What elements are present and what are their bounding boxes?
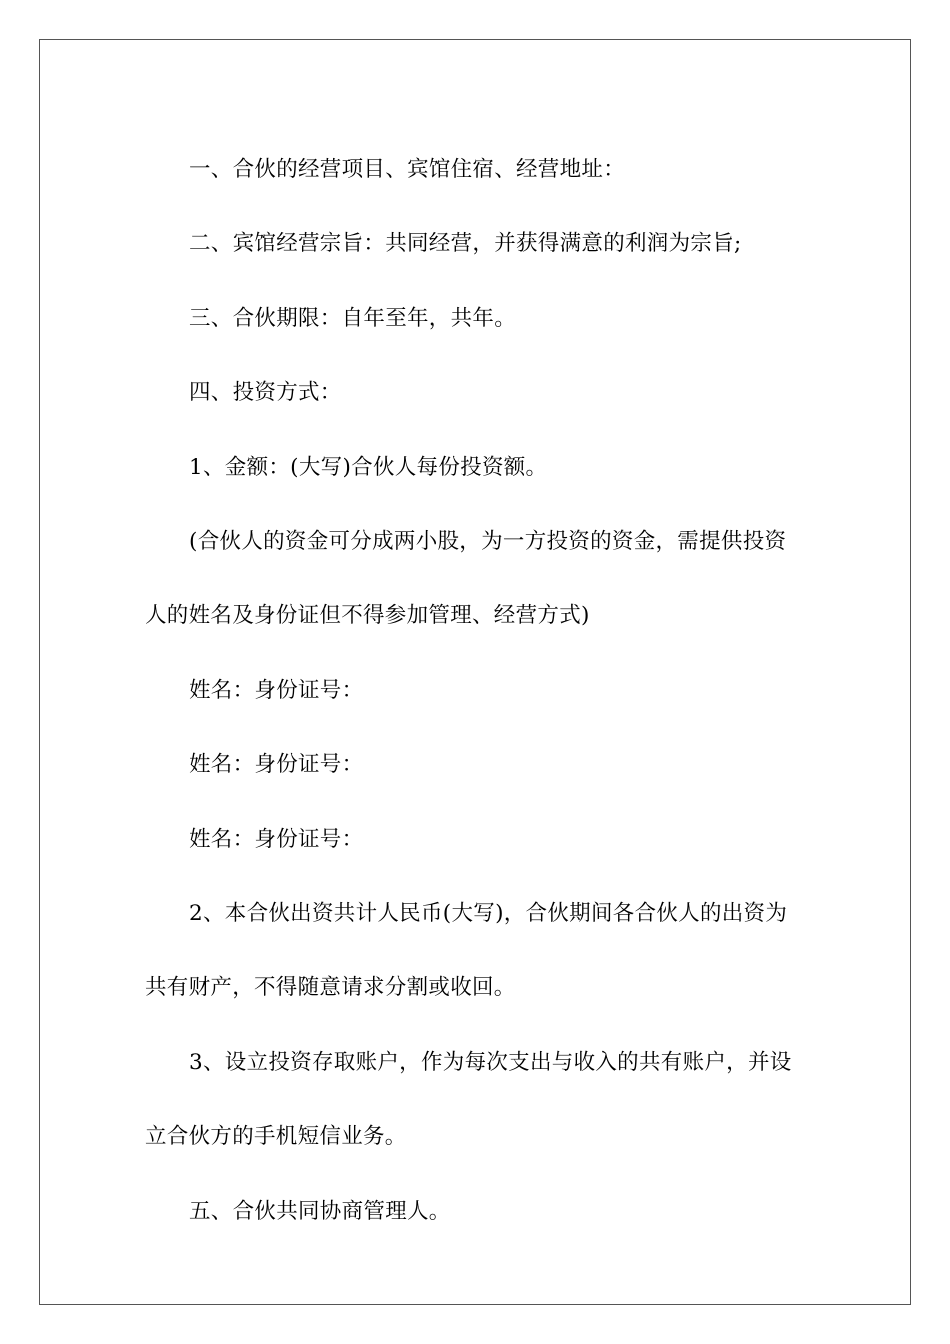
paragraph-manager: 五、合伙共同协商管理人。	[189, 1198, 451, 1224]
paragraph-name-id-2: 姓名：身份证号：	[189, 752, 364, 778]
paragraph-business-purpose: 二、宾馆经营宗旨：共同经营，并获得满意的利润为宗旨;	[189, 231, 742, 257]
paragraph-capital-note-line-2: 人的姓名及身份证但不得参加管理、经营方式)	[145, 603, 590, 629]
paragraph-name-id-3: 姓名：身份证号：	[189, 826, 364, 852]
paragraph-capital-note-line-1: (合伙人的资金可分成两小股，为一方投资的资金，需提供投资	[189, 529, 787, 555]
paragraph-name-id-1: 姓名：身份证号：	[189, 677, 364, 703]
paragraph-business-items: 一、合伙的经营项目、宾馆住宿、经营地址：	[189, 157, 626, 182]
paragraph-account-line-1: 3、设立投资存取账户，作为每次支出与收入的共有账户，并设	[189, 1049, 792, 1075]
document-body	[145, 133, 810, 1249]
paragraph-investment-method: 四、投资方式：	[189, 380, 342, 406]
paragraph-total-capital-line-2: 共有财产，不得随意请求分割或收回。	[145, 975, 516, 1001]
paragraph-account-line-2: 立合伙方的手机短信业务。	[145, 1124, 407, 1150]
paragraph-partnership-term: 三、合伙期限：自年至年，共年。	[189, 305, 517, 331]
paragraph-amount: 1、金额：(大写)合伙人每份投资额。	[189, 454, 548, 480]
paragraph-total-capital-line-1: 2、本合伙出资共计人民币(大写)，合伙期间各合伙人的出资为	[189, 901, 788, 927]
